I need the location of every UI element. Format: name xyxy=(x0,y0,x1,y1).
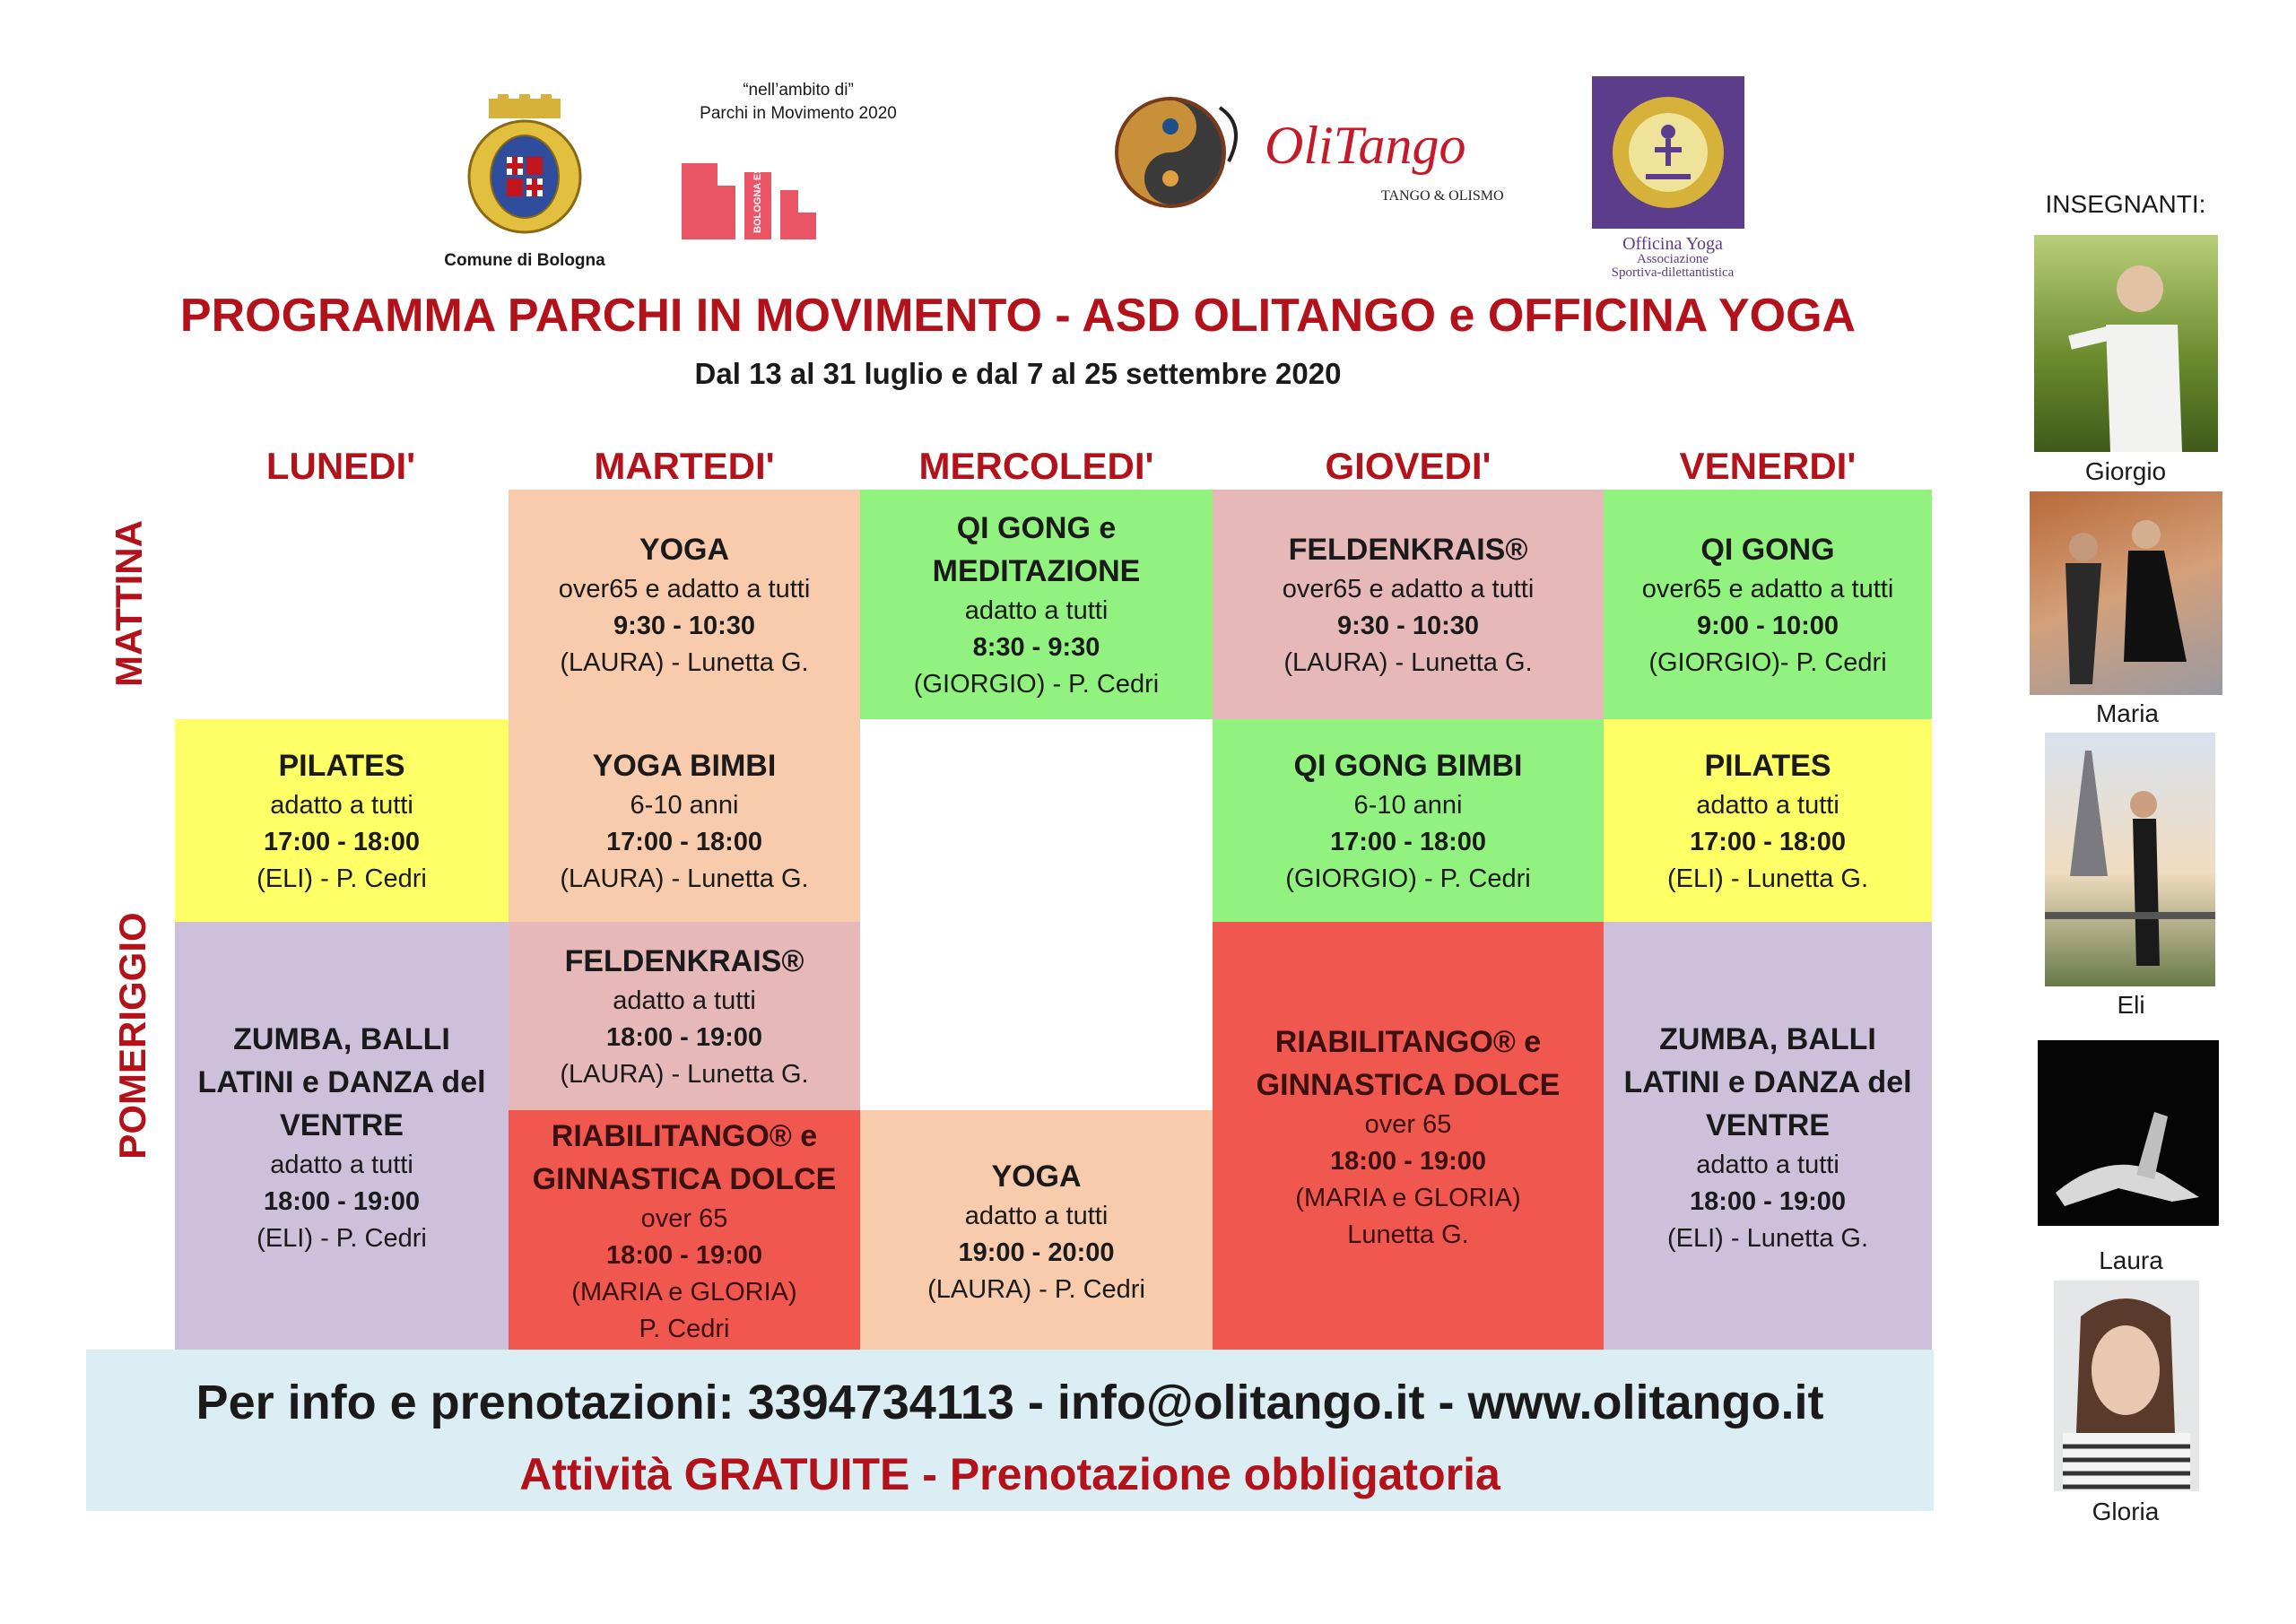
activity-location: Lunetta G. xyxy=(1347,1220,1469,1249)
olitango-tagline: TANGO & OLISMO xyxy=(1381,188,1504,204)
teacher-photo-gloria xyxy=(2054,1281,2199,1491)
activity-title: QI GONG e xyxy=(956,510,1117,545)
activity-title: FELDENKRAIS® xyxy=(1288,532,1528,567)
officina-caption xyxy=(1592,235,1753,280)
activity-title: PILATES xyxy=(1704,748,1831,783)
activity-time: 18:00 - 19:00 xyxy=(263,1186,421,1216)
teacher-photo-maria xyxy=(2030,491,2222,695)
olitango-name: OliTango xyxy=(1265,116,1466,175)
slot-martedi-yoga xyxy=(509,490,860,719)
teacher-name-gloria: Gloria xyxy=(2092,1498,2160,1525)
officina-yoga-logo xyxy=(1592,76,1753,291)
comune-logo xyxy=(422,94,628,270)
slot-venerdi-pilates xyxy=(1604,719,1932,922)
activity-teacher: (GIORGIO) - P. Cedri xyxy=(1285,864,1531,893)
activity-title-2: LATINI e DANZA del xyxy=(1623,1064,1912,1099)
teacher-name-giorgio: Giorgio xyxy=(2084,457,2167,485)
activity-title: QI GONG xyxy=(1700,532,1835,567)
ambito-line-2: Parchi in Movimento 2020 xyxy=(700,103,897,123)
activity-time: 17:00 - 18:00 xyxy=(1329,827,1487,856)
activity-time: 18:00 - 19:00 xyxy=(1689,1186,1847,1216)
activity-title-2: GINNASTICA DOLCE xyxy=(532,1162,837,1196)
ambito-text xyxy=(628,79,969,125)
activity-title: YOGA BIMBI xyxy=(592,748,777,783)
activity-teacher: (LAURA) - Lunetta G. xyxy=(560,1059,809,1089)
page-subtitle: Dal 13 al 31 luglio e dal 7 al 25 settembre 2020 xyxy=(694,357,1342,390)
activity-teacher: (LAURA) - Lunetta G. xyxy=(560,647,809,677)
activity-teacher: (ELI) - P. Cedri xyxy=(257,864,427,893)
olitango-logo xyxy=(1112,90,1516,215)
activity-title-3: VENTRE xyxy=(280,1107,404,1142)
teacher-photo-eli xyxy=(2045,733,2215,986)
activity-teacher: (LAURA) - P. Cedri xyxy=(927,1274,1145,1304)
period-pomeriggio: POMERIGGIO xyxy=(111,912,153,1159)
slot-venerdi-zumba xyxy=(1604,922,1932,1352)
activity-title: ZUMBA, BALLI xyxy=(233,1021,450,1056)
officina-line-1: Officina Yoga xyxy=(1622,234,1723,254)
bologna-estate-text: BOLOGNA ESTATE xyxy=(752,163,763,233)
officina-line-3: Sportiva-dilettantistica xyxy=(1611,265,1735,280)
activity-teacher: (ELI) - Lunetta G. xyxy=(1666,864,1869,893)
day-header-lunedi: LUNEDI' xyxy=(265,445,416,487)
yoga-sun-icon xyxy=(1592,76,1744,229)
free-activity-note: Attività GRATUITE - Prenotazione obbligatoria xyxy=(519,1449,1500,1499)
page-title: PROGRAMMA PARCHI IN MOVIMENTO - ASD OLITANGO e OFFICINA YOGA xyxy=(179,290,1857,342)
activity-title-2: GINNASTICA DOLCE xyxy=(1256,1068,1561,1102)
slot-lunedi-zumba xyxy=(175,922,509,1352)
activity-title: YOGA xyxy=(991,1159,1082,1194)
day-header-venerdi: VENERDI' xyxy=(1679,445,1857,487)
teacher-name-eli: Eli xyxy=(2117,991,2145,1019)
activity-location: P. Cedri xyxy=(639,1315,730,1343)
activity-title-2: MEDITAZIONE xyxy=(932,553,1141,588)
activity-note: adatto a tutti xyxy=(613,986,756,1015)
activity-time: 18:00 - 19:00 xyxy=(605,1241,763,1270)
activity-title-3: VENTRE xyxy=(1706,1107,1830,1142)
activity-time: 9:30 - 10:30 xyxy=(1337,611,1479,640)
activity-time: 18:00 - 19:00 xyxy=(605,1022,763,1052)
activity-note: adatto a tutti xyxy=(270,790,413,820)
activity-title: FELDENKRAIS® xyxy=(564,943,804,978)
activity-teacher: (ELI) - Lunetta G. xyxy=(1666,1223,1869,1253)
activity-time: 18:00 - 19:00 xyxy=(1329,1147,1487,1176)
activity-note: over65 e adatto a tutti xyxy=(558,574,811,604)
teachers-heading: INSEGNANTI: xyxy=(2045,190,2206,218)
slot-giovedi-riabilitango xyxy=(1213,922,1604,1352)
officina-line-2: Associazione xyxy=(1637,252,1709,266)
activity-teacher: (MARIA e GLORIA) xyxy=(1295,1184,1521,1212)
coat-of-arms-icon xyxy=(422,94,628,238)
day-header-mercoledi: MERCOLEDI' xyxy=(918,445,1154,487)
slot-martedi-feldenkrais xyxy=(509,922,860,1110)
activity-title: QI GONG BIMBI xyxy=(1293,748,1523,783)
activity-title: YOGA xyxy=(639,532,730,567)
day-header-giovedi: GIOVEDI' xyxy=(1325,445,1492,487)
activity-title: RIABILITANGO® e xyxy=(551,1119,818,1153)
activity-note: adatto a tutti xyxy=(1696,790,1839,820)
activity-teacher: (GIORGIO) - P. Cedri xyxy=(913,669,1160,699)
slot-mercoledi-qigong xyxy=(860,490,1213,719)
contact-info: Per info e prenotazioni: 3394734113 - info@olitango.it - www.olitango.it xyxy=(196,1376,1824,1429)
activity-note: adatto a tutti xyxy=(1696,1150,1839,1179)
activity-time: 8:30 - 9:30 xyxy=(972,632,1100,662)
info-footer xyxy=(86,1350,1934,1511)
activity-note: over65 e adatto a tutti xyxy=(1282,574,1535,604)
slot-venerdi-qigong xyxy=(1604,490,1932,719)
activity-teacher: (MARIA e GLORIA) xyxy=(571,1278,797,1307)
activity-note: 6-10 anni xyxy=(1353,790,1463,820)
activity-note: adatto a tutti xyxy=(270,1150,413,1179)
activity-note: over65 e adatto a tutti xyxy=(1641,574,1894,604)
comune-caption: Comune di Bologna xyxy=(444,251,605,270)
teacher-name-maria: Maria xyxy=(2095,699,2159,727)
activity-note: over 65 xyxy=(640,1204,728,1233)
activity-note: 6-10 anni xyxy=(630,790,739,820)
activity-title-2: LATINI e DANZA del xyxy=(197,1064,486,1099)
slot-giovedi-feldenkrais xyxy=(1213,490,1604,719)
yin-yang-mosaic-icon xyxy=(1112,90,1247,215)
activity-note: adatto a tutti xyxy=(964,595,1109,625)
activity-time: 17:00 - 18:00 xyxy=(1689,827,1847,856)
period-mattina: MATTINA xyxy=(108,520,150,687)
teacher-name-laura: Laura xyxy=(2099,1246,2163,1274)
activity-time: 9:00 - 10:00 xyxy=(1697,611,1839,640)
activity-time: 17:00 - 18:00 xyxy=(263,827,421,856)
activity-note: adatto a tutti xyxy=(964,1201,1109,1230)
teacher-photo-giorgio xyxy=(2034,235,2218,452)
teacher-photo-laura xyxy=(2038,1040,2219,1226)
activity-time: 17:00 - 18:00 xyxy=(605,827,763,856)
activity-teacher: (LAURA) - Lunetta G. xyxy=(560,864,809,893)
activity-time: 19:00 - 20:00 xyxy=(958,1238,1115,1267)
bologna-estate-logo xyxy=(682,163,834,239)
slot-martedi-yoga-bimbi xyxy=(509,719,860,922)
activity-time: 9:30 - 10:30 xyxy=(613,611,755,640)
slot-lunedi-pilates xyxy=(175,719,509,922)
slot-martedi-riabilitango xyxy=(509,1110,860,1352)
day-header-martedi: MARTEDI' xyxy=(594,445,775,487)
ambito-line-1: “nell’ambito di” xyxy=(743,81,854,100)
activity-title: PILATES xyxy=(278,748,405,783)
slot-mercoledi-yoga xyxy=(860,1110,1213,1352)
activity-teacher: (ELI) - P. Cedri xyxy=(257,1223,427,1253)
activity-title: RIABILITANGO® e xyxy=(1274,1025,1542,1059)
activity-teacher: (GIORGIO)- P. Cedri xyxy=(1648,647,1887,677)
slot-giovedi-qigong-bimbi xyxy=(1213,719,1604,922)
activity-note: over 65 xyxy=(1364,1110,1452,1139)
activity-title: ZUMBA, BALLI xyxy=(1659,1021,1876,1056)
activity-teacher: (LAURA) - Lunetta G. xyxy=(1283,647,1533,677)
